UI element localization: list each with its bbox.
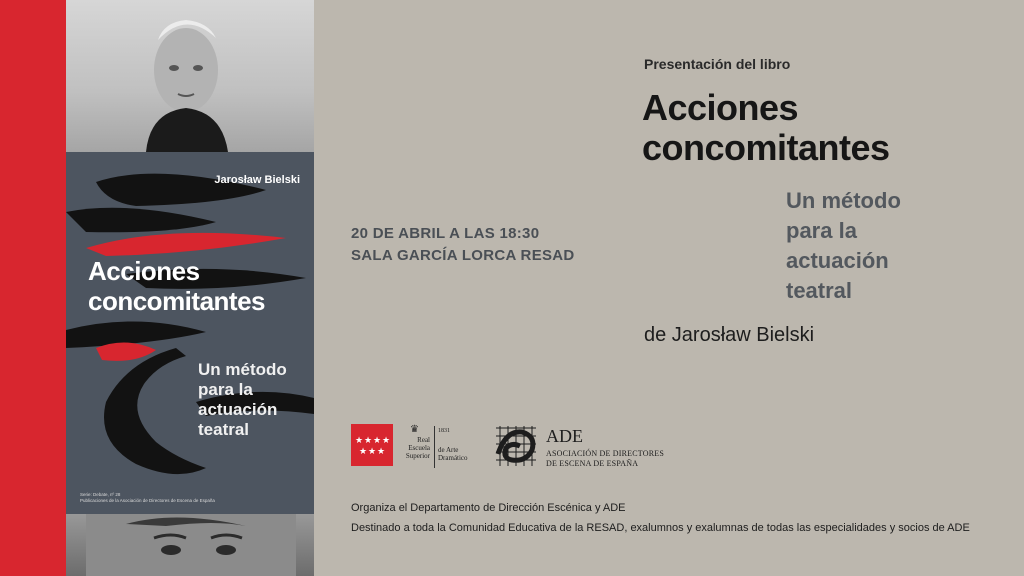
author-photo-top bbox=[66, 0, 314, 152]
page-subtitle bbox=[786, 186, 901, 306]
book-subtitle-line-1: Un método bbox=[198, 360, 287, 379]
page-subtitle-line-4: teatral bbox=[786, 278, 853, 303]
ade-full-line-1: ASOCIACIÓN DE DIRECTORES bbox=[546, 449, 664, 458]
page-title bbox=[642, 88, 890, 168]
book-subtitle-line-3: actuación bbox=[198, 400, 278, 419]
book-title bbox=[88, 256, 265, 316]
book-subtitle-line-4: teatral bbox=[198, 420, 250, 439]
ade-name: ADE bbox=[546, 426, 583, 446]
book-subtitle-line-2: para la bbox=[198, 380, 253, 399]
author-byline: de Jarosław Bielski bbox=[644, 324, 815, 346]
event-date-time: 20 DE ABRIL A LAS 18:30 bbox=[351, 225, 540, 242]
book-author: Jarosław Bielski bbox=[214, 174, 300, 186]
page-subtitle-line-3: actuación bbox=[786, 248, 889, 273]
book-series-footer bbox=[80, 492, 215, 504]
organizer-note: Organiza el Departamento de Dirección Escénica y ADE bbox=[351, 502, 626, 514]
resad-name-line-1: Real Escuela Superior bbox=[405, 436, 430, 460]
page-title-line-2: concomitantes bbox=[642, 127, 890, 168]
red-side-band bbox=[0, 0, 66, 576]
ade-logo-icon bbox=[492, 424, 540, 468]
page-subtitle-line-1: Un método bbox=[786, 188, 901, 213]
book-series-line-2: Publicaciones de la Asociación de Directores de Escena de España bbox=[80, 498, 215, 503]
resad-name-line-2: de Arte Dramático bbox=[438, 446, 468, 462]
audience-note: Destinado a toda la Comunidad Educativa de la RESAD, exalumnos y exalumnas de todas las especialidades y socios de ADE bbox=[351, 522, 970, 534]
presentation-kicker: Presentación del libro bbox=[644, 56, 791, 72]
book-subtitle bbox=[198, 360, 287, 440]
book-series-line-1: Serie: Debate, nº 28 bbox=[80, 492, 121, 497]
book-title-line-2: concomitantes bbox=[88, 286, 265, 316]
event-details bbox=[351, 223, 575, 267]
author-photo-bottom bbox=[66, 514, 314, 576]
book-cover bbox=[66, 152, 314, 514]
resad-crest-icon: ♛ bbox=[410, 424, 419, 435]
event-venue: SALA GARCÍA LORCA RESAD bbox=[351, 247, 575, 264]
resad-divider bbox=[434, 426, 435, 468]
ade-full-name bbox=[546, 449, 664, 469]
resad-year: 1831 bbox=[438, 428, 450, 434]
ade-full-line-2: DE ESCENA DE ESPAÑA bbox=[546, 459, 639, 468]
page-title-line-1: Acciones bbox=[642, 87, 799, 128]
madrid-community-flag-icon: ★ ★ ★ ★ ★ ★ ★ bbox=[351, 424, 393, 466]
page-subtitle-line-2: para la bbox=[786, 218, 857, 243]
book-title-line-1: Acciones bbox=[88, 256, 200, 286]
brush-strokes-art bbox=[66, 152, 314, 514]
